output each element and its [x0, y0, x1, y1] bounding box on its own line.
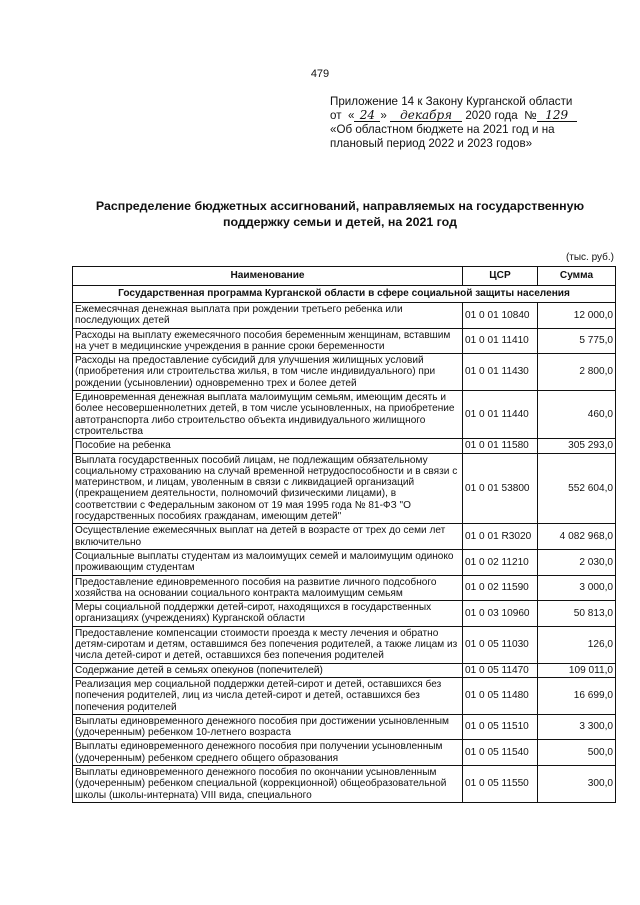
row-csr: 01 0 01 10840 — [463, 303, 538, 329]
row-sum: 16 699,0 — [538, 677, 616, 714]
table-row — [73, 575, 616, 601]
row-csr: 01 0 01 53800 — [463, 453, 538, 524]
handwritten-day: 24 — [354, 109, 380, 122]
appendix-line-3: «Об областном бюджете на 2021 год и на — [330, 123, 555, 136]
row-sum: 3 300,0 — [538, 714, 616, 740]
program-title: Государственная программа Курганской области в сфере социальной защиты населения — [73, 286, 616, 303]
table-row — [73, 328, 616, 354]
appendix-line-4: плановый период 2022 и 2023 годов» — [330, 137, 533, 150]
row-name: Пособие на ребенка — [73, 439, 463, 453]
appendix-header — [330, 95, 620, 151]
row-name: Осуществление ежемесячных выплат на детей в возрасте от трех до семи лет включительно — [73, 524, 463, 550]
table-row — [73, 549, 616, 575]
header-name: Наименование — [73, 267, 463, 286]
row-csr: 01 0 02 11210 — [463, 549, 538, 575]
table-row — [73, 524, 616, 550]
table-row — [73, 391, 616, 439]
row-name: Реализация мер социальной поддержки детей-сирот и детей, оставшихся без попечения родителей, лиц из числа детей-сирот и детей, оставшихся без попечения родителей — [73, 677, 463, 714]
row-csr: 01 0 01 11410 — [463, 328, 538, 354]
row-csr: 01 0 05 11470 — [463, 663, 538, 677]
row-sum: 300,0 — [538, 765, 616, 802]
table-row — [73, 663, 616, 677]
row-sum: 109 011,0 — [538, 663, 616, 677]
row-csr: 01 0 05 11510 — [463, 714, 538, 740]
table-row — [73, 354, 616, 391]
row-name: Расходы на предоставление субсидий для улучшения жилищных условий (приобретения или строительства жилья, в том числе индивидуального) при рождении (усыновлении) одновременно трех и более детей — [73, 354, 463, 391]
row-name: Ежемесячная денежная выплата при рождении третьего ребенка или последующих детей — [73, 303, 463, 329]
table-row — [73, 714, 616, 740]
handwritten-number: 129 — [537, 109, 577, 122]
appendix-line-1: Приложение 14 к Закону Курганской области — [330, 95, 573, 108]
row-csr: 01 0 03 10960 — [463, 601, 538, 627]
program-row — [73, 286, 616, 303]
row-sum: 3 000,0 — [538, 575, 616, 601]
row-name: Выплата государственных пособий лицам, не подлежащим обязательному социальному страхованию на случай временной нетрудоспособности и в связи с материнством, и лицам, уволенным в связи с ликвидацией организаций (прекращением деятельности, полномочий физическими лицами), в соответствии с Федеральным законом от 19 мая 1995 года № 81-ФЗ "О государственных пособиях гражданам, имеющим детей" — [73, 453, 463, 524]
open-quote: « — [347, 109, 355, 122]
table-row — [73, 740, 616, 766]
appendix-date-line — [330, 109, 620, 123]
row-sum: 5 775,0 — [538, 328, 616, 354]
row-sum: 500,0 — [538, 740, 616, 766]
row-name: Выплаты единовременного денежного пособия по окончании усыновленным (удочеренным) ребенком специальной (коррекционной) общеобразовательной школы (школы-интерната) VIII вида, специального — [73, 765, 463, 802]
row-csr: 01 0 01 11580 — [463, 439, 538, 453]
table-row — [73, 453, 616, 524]
handwritten-month: декабря — [390, 109, 462, 122]
row-name: Социальные выплаты студентам из малоимущих семей и малоимущим одиноко проживающим студентам — [73, 549, 463, 575]
row-sum: 2 030,0 — [538, 549, 616, 575]
table-row — [73, 677, 616, 714]
row-name: Предоставление компенсации стоимости проезда к месту лечения и обратно детям-сиротам и детям, оставшимся без попечения родителей, а также лицам из числа детей-сирот и детей, оставшихся без попечения родителей — [73, 626, 463, 663]
document-title: Распределение бюджетных ассигнований, направляемых на государственную поддержку семьи и детей, на 2021 год — [95, 199, 585, 229]
table-row — [73, 626, 616, 663]
row-csr: 01 0 05 11030 — [463, 626, 538, 663]
page-number: 479 — [310, 68, 330, 80]
table-row — [73, 601, 616, 627]
row-name: Предоставление единовременного пособия на развитие личного подсобного хозяйства на основании социального контракта малоимущим семьям — [73, 575, 463, 601]
row-csr: 01 0 01 11430 — [463, 354, 538, 391]
row-sum: 305 293,0 — [538, 439, 616, 453]
row-sum: 126,0 — [538, 626, 616, 663]
table-row — [73, 765, 616, 802]
row-csr: 01 0 01 11440 — [463, 391, 538, 439]
row-sum: 2 800,0 — [538, 354, 616, 391]
row-sum: 4 082 968,0 — [538, 524, 616, 550]
row-csr: 01 0 05 11480 — [463, 677, 538, 714]
table-row — [73, 303, 616, 329]
number-prefix: № — [524, 109, 537, 122]
row-name: Выплаты единовременного денежного пособия при получении усыновленным (удочеренным) ребенком среднего общего образования — [73, 740, 463, 766]
from-prefix: от — [330, 109, 342, 122]
row-sum: 552 604,0 — [538, 453, 616, 524]
unit-note: (тыс. руб.) — [565, 252, 614, 263]
row-name: Меры социальной поддержки детей-сирот, находящихся в государственных организациях (учреждениях) Курганской области — [73, 601, 463, 627]
row-sum: 12 000,0 — [538, 303, 616, 329]
row-csr: 01 0 02 11590 — [463, 575, 538, 601]
row-name: Содержание детей в семьях опекунов (попечителей) — [73, 663, 463, 677]
row-csr: 01 0 05 11550 — [463, 765, 538, 802]
header-sum: Сумма — [538, 267, 616, 286]
row-name: Единовременная денежная выплата малоимущим семьям, имеющим десять и более несовершеннолетних детей, в том числе усыновленных, на приобретение автотранспорта либо строительство объекта индивидуального жилищного строительства — [73, 391, 463, 439]
table-header-row — [73, 267, 616, 286]
header-csr: ЦСР — [463, 267, 538, 286]
row-csr: 01 0 01 R3020 — [463, 524, 538, 550]
row-sum: 50 813,0 — [538, 601, 616, 627]
row-sum: 460,0 — [538, 391, 616, 439]
budget-table — [72, 266, 616, 803]
year-text: 2020 года — [465, 109, 518, 122]
row-csr: 01 0 05 11540 — [463, 740, 538, 766]
row-name: Расходы на выплату ежемесячного пособия беременным женщинам, вставшим на учет в медицинские учреждения в ранние сроки беременности — [73, 328, 463, 354]
close-quote: » — [380, 109, 387, 122]
row-name: Выплаты единовременного денежного пособия при достижении усыновленным (удочеренным) ребенком 10-летнего возраста — [73, 714, 463, 740]
table-row — [73, 439, 616, 453]
